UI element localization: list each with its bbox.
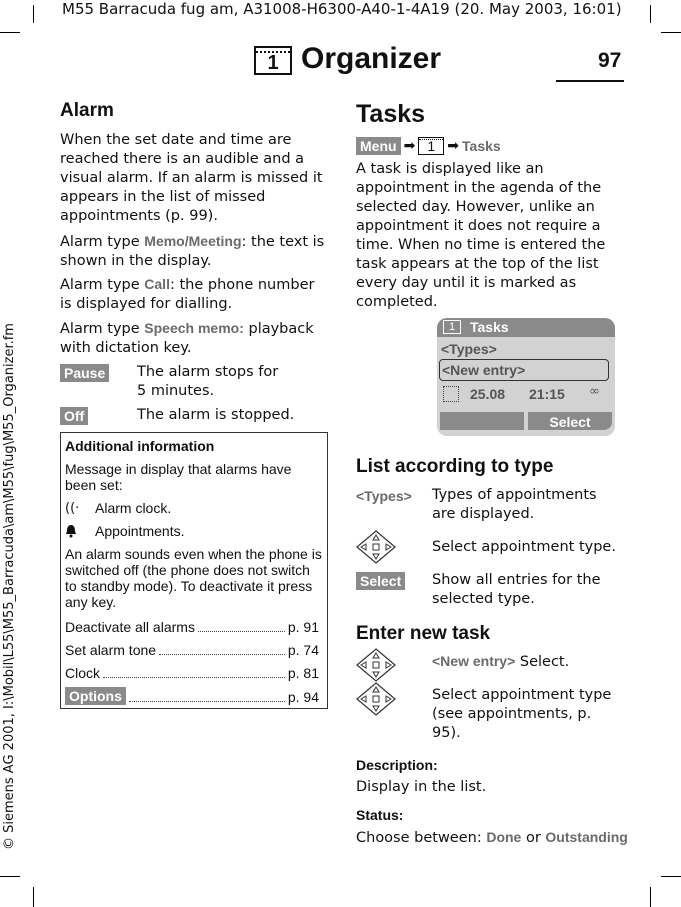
status-options: Choose between: Done or Outstanding — [356, 829, 628, 846]
select-softkey[interactable]: Select — [356, 571, 405, 590]
screen-row-types[interactable]: <Types> — [441, 341, 497, 357]
types-key[interactable]: <Types> — [356, 488, 412, 504]
list-type-heading: List according to type — [356, 456, 554, 477]
types-description: Types of appointments are displayed. — [432, 487, 597, 522]
pause-softkey[interactable]: Pause — [60, 363, 109, 382]
toc-row-alarm-tone[interactable]: Set alarm tone p. 74 — [65, 642, 319, 658]
screen-time: 21:15 — [529, 386, 565, 402]
nav-description: Select appointment type. — [432, 539, 616, 555]
toc-row-clock[interactable]: Clock p. 81 — [65, 665, 319, 681]
task-checkbox-icon — [443, 386, 459, 402]
alarm-type-speech: Alarm type Speech memo: playback with dictation key. — [60, 320, 314, 356]
alarm-type-call: Alarm type Call: the phone number is displayed for dialling. — [60, 276, 315, 312]
info-title: Additional information — [65, 438, 215, 454]
organizer-icon: 1 — [418, 137, 444, 155]
phone-display — [437, 318, 615, 436]
crop-mark — [661, 32, 681, 33]
info-message: Message in display that alarms have been set: — [65, 461, 292, 493]
menu-softkey[interactable]: Menu — [356, 137, 401, 155]
status-label: Status: — [356, 807, 404, 823]
tasks-nav-path — [356, 137, 501, 155]
alarm-type-memo: Alarm type Memo/Meeting: the text is shown in the display. — [60, 233, 325, 269]
description-label: Description: — [356, 757, 438, 773]
page-number: 97 — [598, 49, 622, 72]
nav-key-icon[interactable] — [356, 530, 396, 568]
crop-mark — [0, 876, 20, 877]
alarm-heading: Alarm — [60, 100, 114, 121]
crop-mark — [33, 5, 34, 23]
toc-row-options[interactable]: Options p. 94 — [65, 687, 319, 705]
screen-title: Tasks — [470, 319, 509, 335]
softkey-select[interactable]: Select — [528, 412, 612, 430]
tasks-nav-target: Tasks — [462, 138, 501, 154]
off-description: The alarm is stopped. — [137, 407, 295, 423]
softkey-left[interactable] — [440, 412, 524, 430]
crop-mark — [0, 32, 20, 33]
select-type-description: Select appointment type (see appointments, p. 95). — [432, 687, 612, 741]
new-task-heading: Enter new task — [356, 623, 491, 644]
description-text: Display in the list. — [356, 779, 487, 795]
tasks-heading: Tasks — [356, 100, 426, 128]
toc-row-deactivate[interactable]: Deactivate all alarms p. 91 — [65, 619, 319, 635]
header-rule — [556, 80, 624, 82]
crop-mark — [650, 887, 651, 907]
side-copyright: © Siemens AG 2001, I:\Mobil\L55\M55_Barracuda\am\M55\fug\M55_Organizer.fm — [2, 323, 17, 850]
nav-key-icon[interactable] — [356, 682, 396, 720]
organizer-icon: 1 — [443, 320, 461, 334]
new-entry-line: <New entry> Select. — [432, 653, 570, 670]
crop-mark — [650, 5, 651, 23]
tasks-intro: A task is displayed like an appointment in the agenda of the selected day. However, unlike an appointment it does not require a time. When no time is entered the task appears at the top of the list every day until it is marked as completed. — [356, 161, 606, 310]
options-softkey[interactable]: Options — [65, 687, 126, 705]
section-title: Organizer — [301, 42, 442, 75]
info-sound-text: An alarm sounds even when the phone is switched off (the phone does not switch to standby mode). To deactivate it press any key. — [65, 546, 322, 610]
crop-mark — [661, 876, 681, 877]
bell-icon — [65, 523, 77, 542]
alarm-clock-label: Alarm clock. — [95, 500, 172, 516]
off-softkey[interactable]: Off — [60, 406, 88, 425]
arrow-right-icon: ➡ — [447, 138, 460, 154]
section-icon: 1 — [254, 46, 292, 75]
running-header: M55 Barracuda fug am, A31008-H6300-A40-1-4A19 (20. May 2003, 16:01) — [62, 0, 622, 18]
appointments-label: Appointments. — [95, 523, 185, 539]
additional-info-box — [60, 432, 328, 709]
select-description: Show all entries for the selected type. — [432, 572, 601, 607]
alarm-people-icon: ∞ — [589, 384, 600, 399]
screen-title-bar — [437, 318, 615, 337]
screen-row-new-entry[interactable]: <New entry> — [439, 359, 609, 381]
nav-key-icon[interactable] — [356, 648, 396, 686]
alarm-clock-icon: ((· — [65, 501, 80, 516]
screen-date: 25.08 — [470, 386, 506, 402]
crop-mark — [33, 887, 34, 907]
pause-description: The alarm stops for 5 minutes. — [137, 364, 279, 399]
alarm-intro: When the set date and time are reached there is an audible and a visual alarm. If an alarm is missed it appears in the list of missed appointments (p. 99). — [60, 132, 323, 224]
arrow-right-icon: ➡ — [403, 138, 416, 154]
